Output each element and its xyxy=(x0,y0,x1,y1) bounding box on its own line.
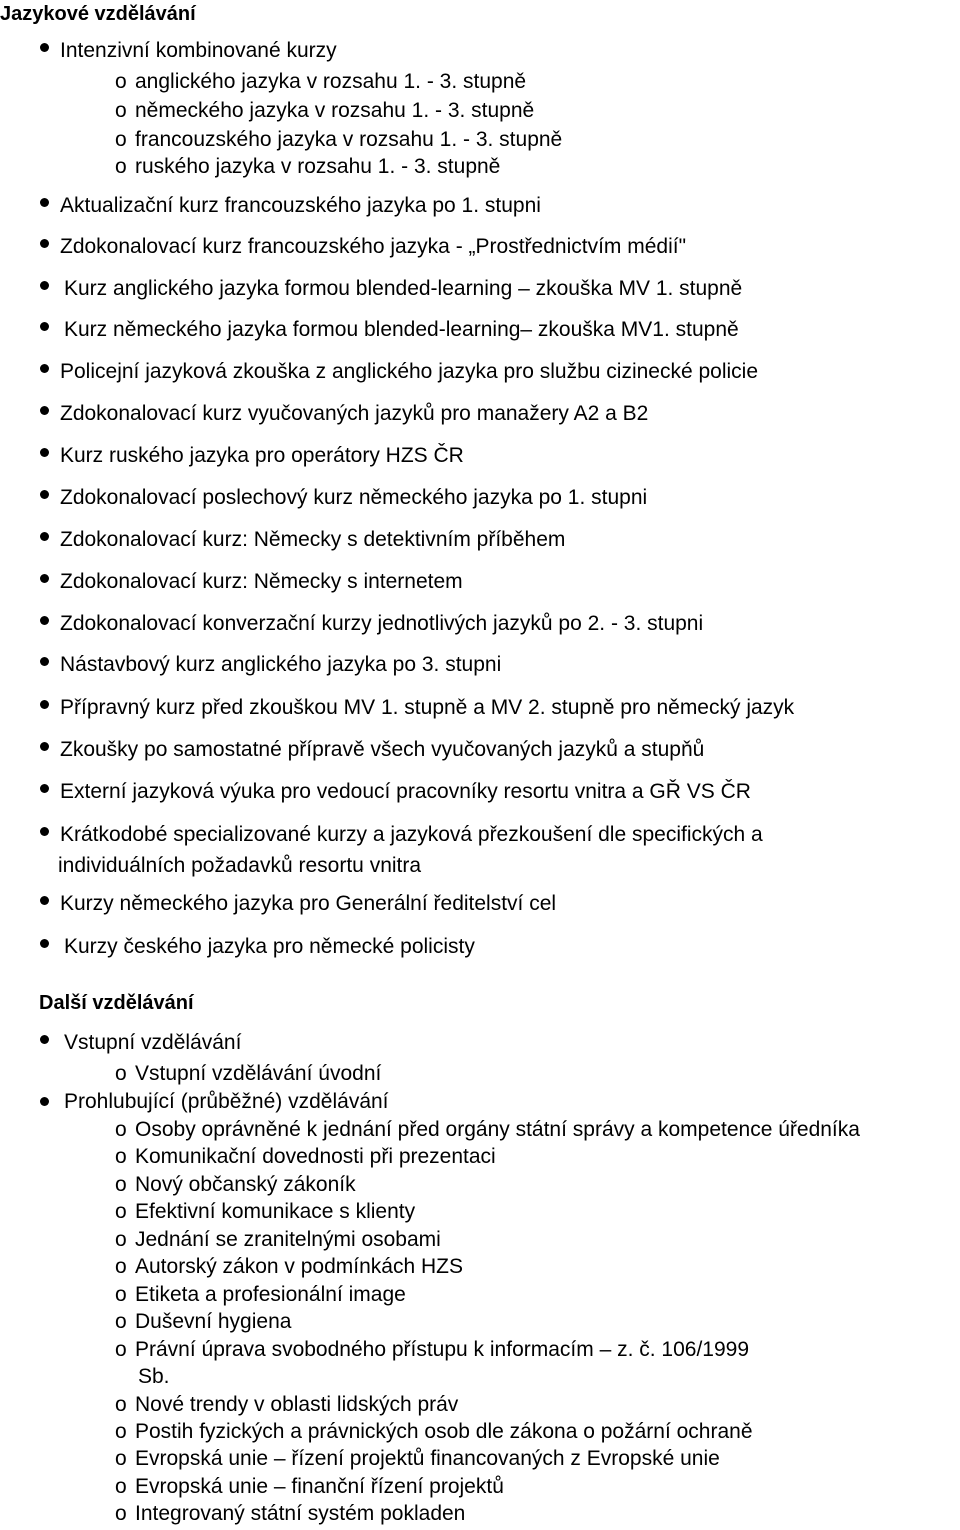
bullet-icon xyxy=(40,532,49,541)
sub-list-item xyxy=(115,127,562,153)
sub-list-item-text: Evropská unie – finanční řízení projektů xyxy=(135,1475,504,1498)
sub-marker: o xyxy=(115,1393,127,1416)
sub-list-item-text: Nové trendy v oblasti lidských práv xyxy=(135,1393,459,1416)
sub-list-item xyxy=(115,1199,415,1225)
bullet-icon xyxy=(40,784,49,793)
sub-marker: o xyxy=(115,1420,127,1443)
sub-list-item xyxy=(115,1117,860,1143)
sub-marker: o xyxy=(115,1118,127,1141)
list-item: Policejní jazyková zkouška z anglického jazyka pro službu cizinecké policie xyxy=(60,360,759,383)
sub-list-item xyxy=(115,1474,504,1500)
bullet-icon xyxy=(40,43,49,52)
sub-marker: o xyxy=(115,1475,127,1498)
sub-marker: o xyxy=(115,1255,127,1278)
sub-list-item xyxy=(115,1061,381,1087)
list-item: Intenzivní kombinované kurzy xyxy=(60,39,337,62)
list-item: Zdokonalovací kurz: Německy s detektivním příběhem xyxy=(60,528,566,551)
sub-list-item xyxy=(115,1144,496,1170)
list-item: Externí jazyková výuka pro vedoucí pracovníky resortu vnitra a GŘ VS ČR xyxy=(60,780,751,803)
sub-list-item xyxy=(115,69,526,95)
list-item: Přípravný kurz před zkouškou MV 1. stupně a MV 2. stupně pro německý jazyk xyxy=(60,696,795,719)
sub-list-item-text: Právní úprava svobodného přístupu k informacím – z. č. 106/1999 xyxy=(135,1338,750,1361)
bullet-icon xyxy=(40,1097,49,1106)
sub-list-item-text: Postih fyzických a právnických osob dle zákona o požární ochraně xyxy=(135,1420,753,1443)
bullet-icon xyxy=(40,827,49,836)
sub-marker: o xyxy=(115,1062,127,1085)
sub-list-item xyxy=(115,1309,291,1335)
list-item: Kurzy českého jazyka pro německé policisty xyxy=(64,935,475,958)
sub-marker: o xyxy=(115,155,127,178)
sub-list-item xyxy=(115,1172,356,1198)
sub-list-item-text: Evropská unie – řízení projektů financovaných z Evropské unie xyxy=(135,1447,720,1470)
sub-list-item xyxy=(115,154,500,180)
sub-marker: o xyxy=(115,1310,127,1333)
sub-list-item-text: Vstupní vzdělávání úvodní xyxy=(135,1062,382,1085)
list-item: Nástavbový kurz anglického jazyka po 3. stupni xyxy=(60,653,502,676)
sub-list-item-text: anglického jazyka v rozsahu 1. - 3. stupně xyxy=(135,70,527,93)
bullet-icon xyxy=(40,322,49,331)
section-title-further: Další vzdělávání xyxy=(39,992,194,1014)
list-item: Kurz ruského jazyka pro operátory HZS ČR xyxy=(60,444,464,467)
list-item: Aktualizační kurz francouzského jazyka po 1. stupni xyxy=(60,194,541,217)
sub-list-item xyxy=(115,1419,753,1445)
list-item: Vstupní vzdělávání xyxy=(64,1031,242,1054)
sub-list-item-text: Duševní hygiena xyxy=(135,1310,292,1333)
bullet-icon xyxy=(40,1035,49,1044)
list-item-continuation: individuálních požadavků resortu vnitra xyxy=(58,854,422,877)
list-item: Krátkodobé specializované kurzy a jazyková přezkoušení dle specifických a xyxy=(60,823,763,846)
sub-list-item-text: Etiketa a profesionální image xyxy=(135,1283,406,1306)
section-title-language: Jazykové vzdělávání xyxy=(0,3,196,25)
bullet-icon xyxy=(40,939,49,948)
list-item: Kurzy německého jazyka pro Generální ředitelství cel xyxy=(60,892,557,915)
sub-list-item-text: Nový občanský zákoník xyxy=(135,1173,356,1196)
sub-marker: o xyxy=(115,70,127,93)
bullet-icon xyxy=(40,490,49,499)
sub-list-item-text: Jednání se zranitelnými osobami xyxy=(135,1228,441,1251)
bullet-icon xyxy=(40,574,49,583)
sub-list-item-text: Efektivní komunikace s klienty xyxy=(135,1200,416,1223)
bullet-icon xyxy=(40,616,49,625)
sub-marker: o xyxy=(115,1283,127,1306)
sub-list-item xyxy=(115,1392,458,1418)
sub-marker: o xyxy=(115,1200,127,1223)
bullet-icon xyxy=(40,657,49,666)
list-item: Kurz anglického jazyka formou blended-learning – zkouška MV 1. stupně xyxy=(64,277,743,300)
sub-list-item-text: Komunikační dovednosti při prezentaci xyxy=(135,1145,496,1168)
bullet-icon xyxy=(40,896,49,905)
sub-list-item-text: Autorský zákon v podmínkách HZS xyxy=(135,1255,463,1278)
sub-marker: o xyxy=(115,128,127,151)
sub-marker: o xyxy=(115,1173,127,1196)
sub-list-item xyxy=(115,1254,463,1280)
sub-marker: o xyxy=(115,1447,127,1470)
bullet-icon xyxy=(40,281,49,290)
sub-marker: o xyxy=(115,1502,127,1525)
sub-marker: o xyxy=(115,1145,127,1168)
sub-list-item-text: německého jazyka v rozsahu 1. - 3. stupně xyxy=(135,99,535,122)
bullet-icon xyxy=(40,364,49,373)
sub-list-item-continuation: Sb. xyxy=(138,1365,170,1388)
list-item: Zdokonalovací konverzační kurzy jednotlivých jazyků po 2. - 3. stupni xyxy=(60,612,704,635)
sub-marker: o xyxy=(115,99,127,122)
bullet-icon xyxy=(40,742,49,751)
sub-list-item xyxy=(115,1446,720,1472)
list-item: Zkoušky po samostatné přípravě všech vyučovaných jazyků a stupňů xyxy=(60,738,705,761)
sub-list-item-text: ruského jazyka v rozsahu 1. - 3. stupně xyxy=(135,155,501,178)
list-item: Zdokonalovací kurz: Německy s internetem xyxy=(60,570,463,593)
bullet-icon xyxy=(40,406,49,415)
sub-marker: o xyxy=(115,1228,127,1251)
bullet-icon xyxy=(40,198,49,207)
sub-list-item-text: Integrovaný státní systém pokladen xyxy=(135,1502,466,1525)
sub-list-item xyxy=(115,98,534,124)
bullet-icon xyxy=(40,448,49,457)
list-item: Kurz německého jazyka formou blended-learning– zkouška MV1. stupně xyxy=(64,318,739,341)
sub-list-item-text: francouzského jazyka v rozsahu 1. - 3. stupně xyxy=(135,128,563,151)
sub-marker: o xyxy=(115,1338,127,1361)
sub-list-item-text: Osoby oprávněné k jednání před orgány státní správy a kompetence úředníka xyxy=(135,1118,860,1141)
sub-list-item xyxy=(115,1227,441,1253)
list-item: Zdokonalovací kurz vyučovaných jazyků pro manažery A2 a B2 xyxy=(60,402,649,425)
sub-list-item xyxy=(115,1337,749,1363)
list-item: Zdokonalovací kurz francouzského jazyka - „Prostřednictvím médií" xyxy=(60,235,687,258)
bullet-icon xyxy=(40,700,49,709)
list-item: Zdokonalovací poslechový kurz německého jazyka po 1. stupni xyxy=(60,486,648,509)
sub-list-item xyxy=(115,1282,406,1308)
bullet-icon xyxy=(40,239,49,248)
sub-list-item xyxy=(115,1501,465,1527)
list-item: Prohlubující (průběžné) vzdělávání xyxy=(64,1090,389,1113)
